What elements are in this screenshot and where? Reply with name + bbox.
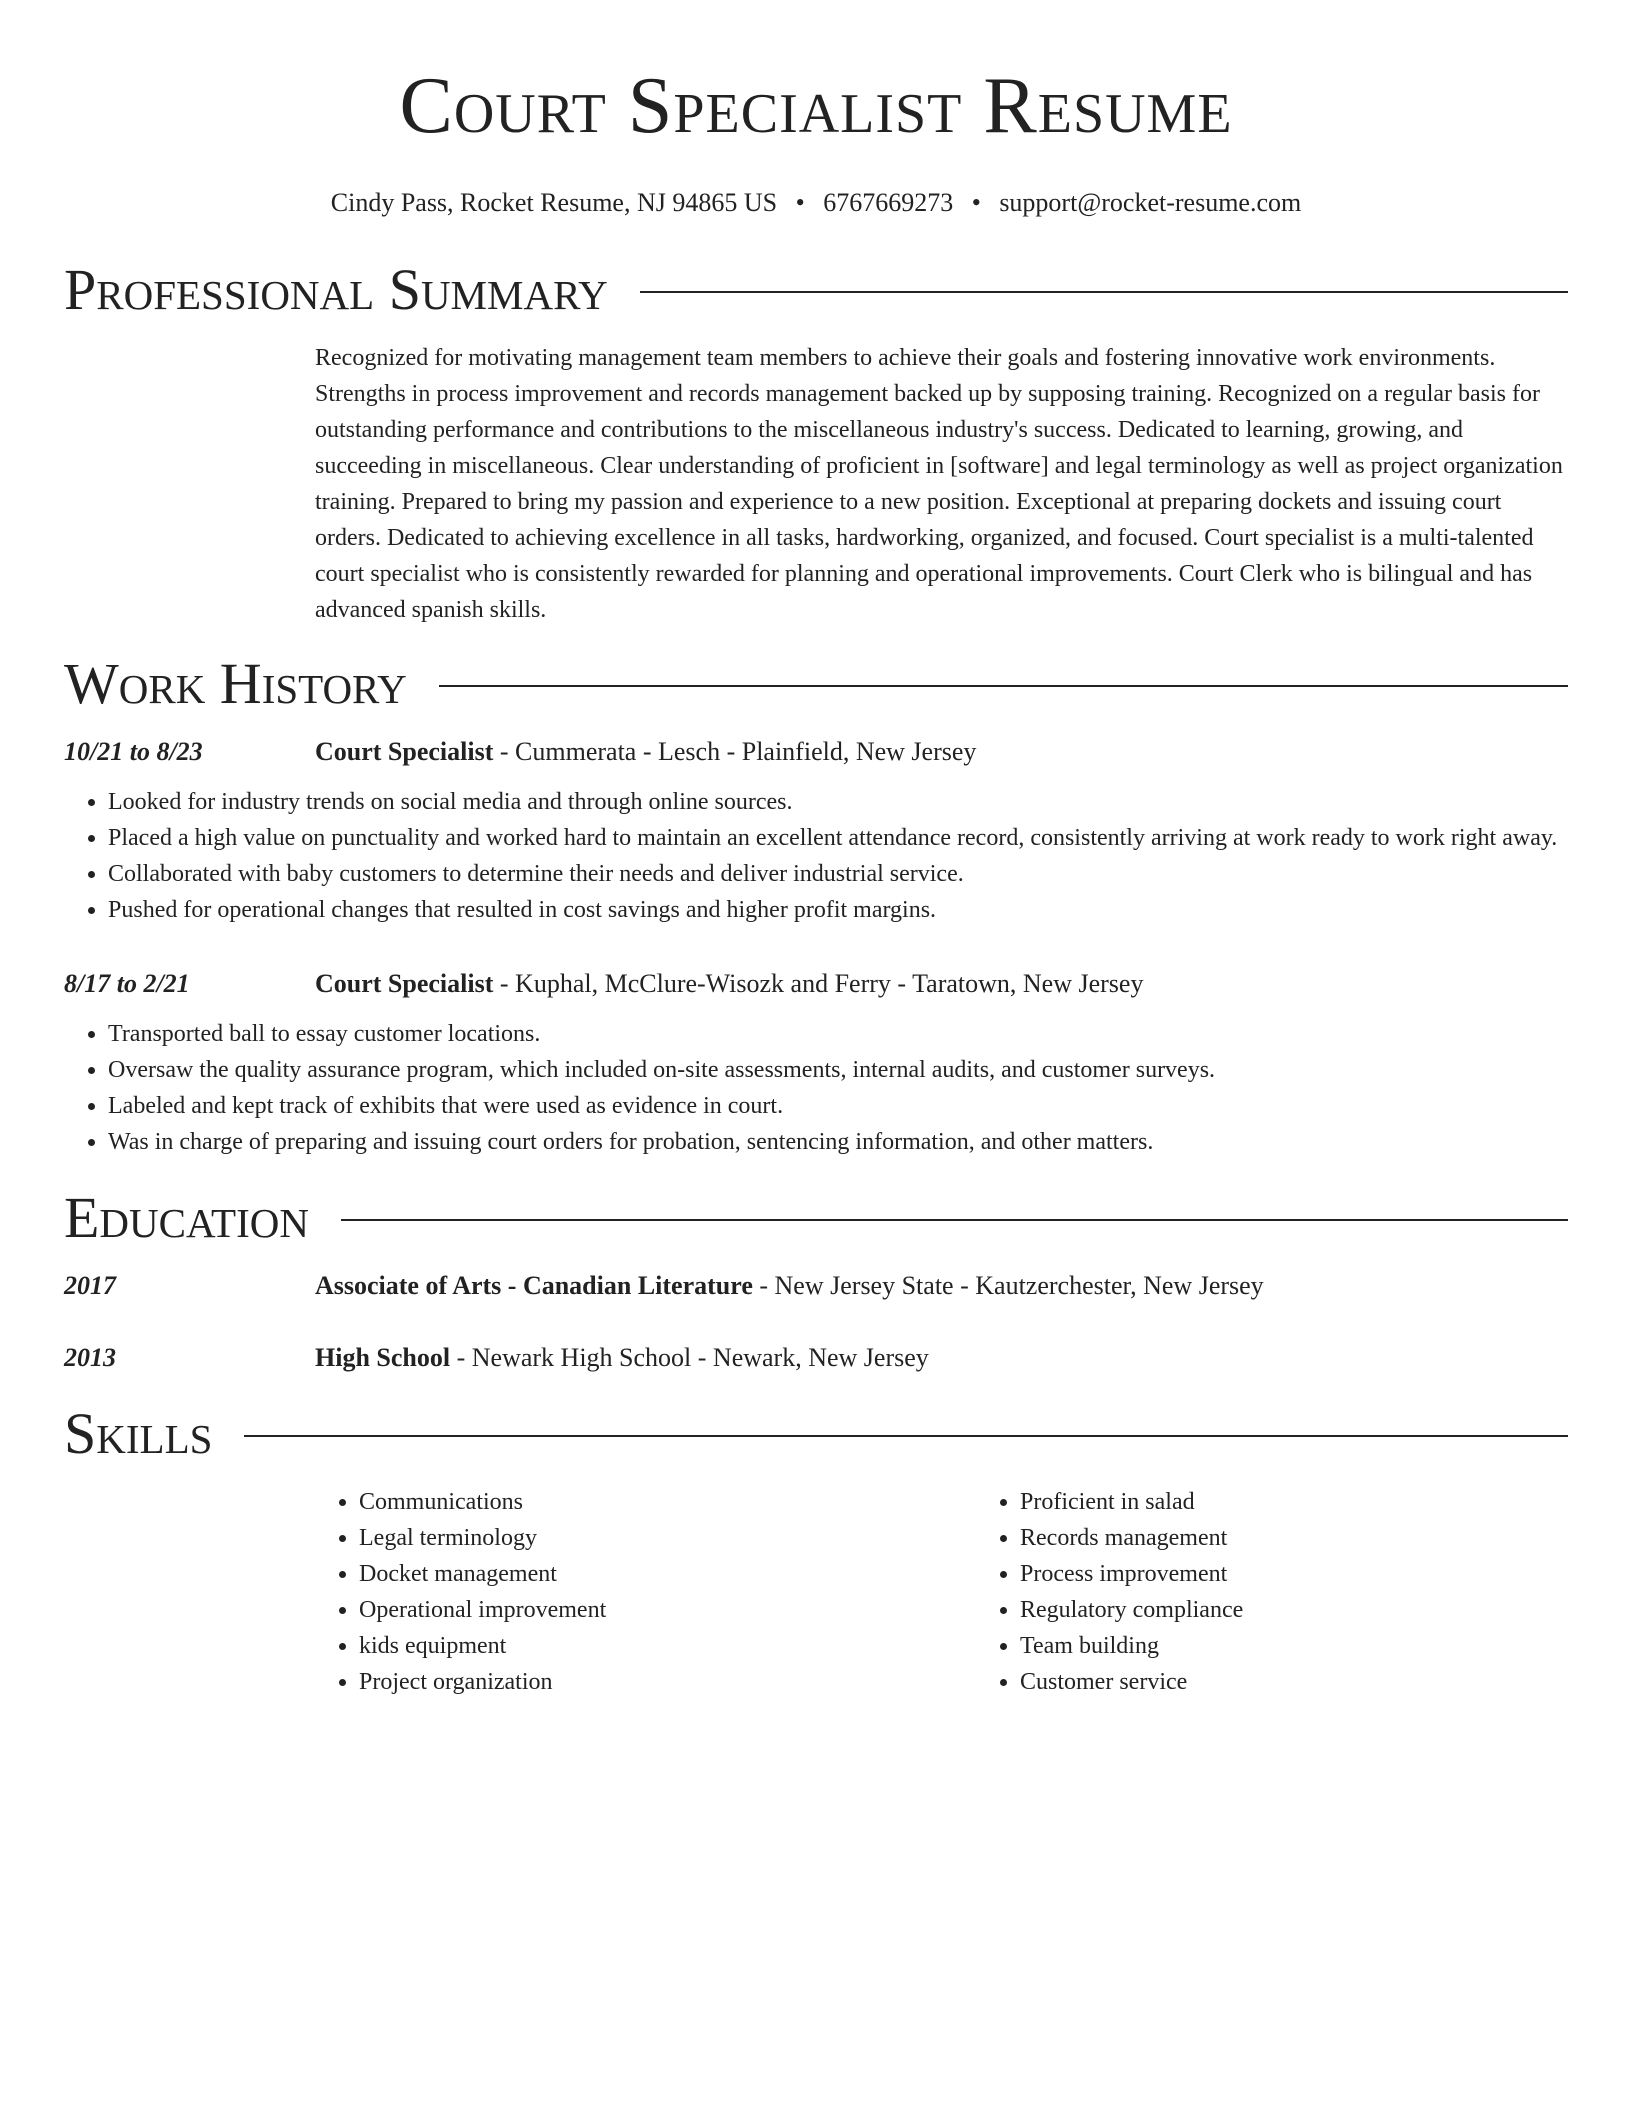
list-item: • Was in charge of preparing and issuing court orders for probation, sentencing information, and other matters. [108,1124,1568,1160]
education-entry [64,1268,1568,1304]
education-details: - Newark High School - Newark, New Jersey [450,1343,929,1372]
list-item: • Looked for industry trends on social media and through online sources. [108,784,1568,820]
section-divider [439,685,1568,687]
education-degree: High School [315,1343,451,1372]
job-bullets [64,1016,1568,1160]
education-entry [64,1340,1568,1376]
list-item: • Placed a high value on punctuality and worked hard to maintain an excellent attendance record, consistently arriving at work ready to work right away. [108,820,1568,856]
job-entry [64,966,1568,1160]
education-year: 2013 [64,1343,116,1372]
skills-column-right [976,1484,1632,1700]
skills-column-left [315,1484,976,1700]
skill-item: • kids equipment [359,1628,976,1664]
job-header [64,734,1568,770]
section-heading: Skills [64,1401,213,1466]
skill-item: • Legal terminology [359,1520,976,1556]
skills-list [315,1484,1568,1700]
contact-address: Cindy Pass, Rocket Resume, NJ 94865 US [330,188,778,217]
education-description [315,1340,929,1376]
education-year: 2017 [64,1271,116,1300]
section-heading: Work History [64,651,407,716]
skill-item: • Team building [1020,1628,1632,1664]
job-bullets [64,784,1568,928]
skill-item: • Communications [359,1484,976,1520]
job-header [64,966,1568,1002]
skill-item: • Operational improvement [359,1592,976,1628]
summary-section-header [64,258,1568,322]
section-divider [244,1435,1568,1437]
skill-item: • Docket management [359,1556,976,1592]
list-item: • Pushed for operational changes that resulted in cost savings and higher profit margins. [108,892,1568,928]
job-description [315,734,976,770]
summary-text: Recognized for motivating management team members to achieve their goals and fostering innovative work environments. Strengths in process improvement and records management backed up by supposing training. Recognized on a regular basis for outstanding performance and contributions to the miscellaneous industry's success. Dedicated to learning, growing, and succeeding in miscellaneous. Clear understanding of proficient in [software] and legal terminology as well as project organization training. Prepared to bring my passion and experience to a new position. Exceptional at preparing dockets and issuing court orders. Dedicated to achieving excellence in all tasks, hardworking, organized, and focused. Court specialist is a multi-talented court specialist who is consistently rewarded for planning and operational improvements. Court Clerk who is bilingual and has advanced spanish skills. [315,345,1563,623]
skill-item: • Process improvement [1020,1556,1632,1592]
education-degree: Associate of Arts - Canadian Literature [315,1271,753,1300]
job-dates: 10/21 to 8/23 [64,737,203,766]
contact-line [64,186,1568,220]
skill-item: • Records management [1020,1520,1632,1556]
contact-phone: 6767669273 [823,188,954,217]
list-item: • Oversaw the quality assurance program, which included on-site assessments, internal audits, and customer surveys. [108,1052,1568,1088]
education-description [315,1268,1264,1304]
list-item: • Collaborated with baby customers to determine their needs and deliver industrial service. [108,856,1568,892]
job-title: Court Specialist [315,737,494,766]
skill-item: • Regulatory compliance [1020,1592,1632,1628]
job-description [315,966,1143,1002]
section-heading: Professional Summary [64,257,608,322]
section-divider [640,291,1568,293]
section-heading: Education [64,1185,309,1250]
contact-separator: • [795,188,805,217]
job-title: Court Specialist [315,969,494,998]
list-item: • Transported ball to essay customer locations. [108,1016,1568,1052]
work-section-header [64,652,1568,716]
skill-item: • Proficient in salad [1020,1484,1632,1520]
education-details: - New Jersey State - Kautzerchester, New Jersey [752,1271,1264,1300]
list-item: • Labeled and kept track of exhibits that were used as evidence in court. [108,1088,1568,1124]
job-entry [64,734,1568,928]
job-details: - Kuphal, McClure-Wisozk and Ferry - Taratown, New Jersey [493,969,1144,998]
skills-section-header [64,1402,1568,1466]
contact-email: support@rocket-resume.com [999,188,1302,217]
education-section-header [64,1186,1568,1250]
job-dates: 8/17 to 2/21 [64,969,190,998]
skill-item: • Customer service [1020,1664,1632,1700]
section-divider [341,1219,1568,1221]
skill-item: • Project organization [359,1664,976,1700]
page-title: Court Specialist Resume [399,62,1233,150]
contact-separator: • [971,188,981,217]
job-details: - Cummerata - Lesch - Plainfield, New Jersey [493,737,977,766]
